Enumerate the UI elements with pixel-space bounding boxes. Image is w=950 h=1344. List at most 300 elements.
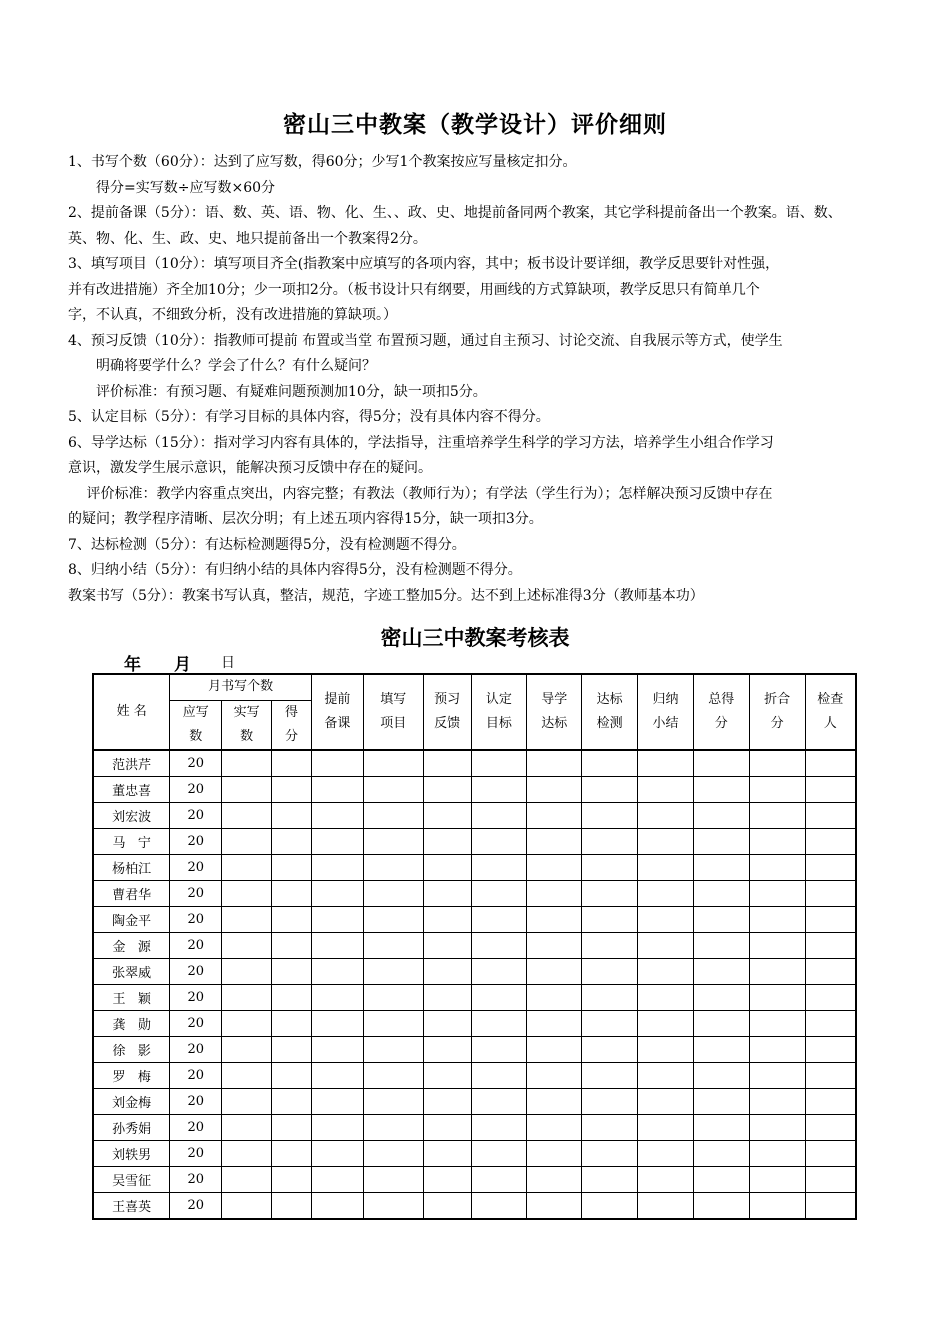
empty-cell[interactable] bbox=[471, 777, 527, 803]
empty-cell[interactable] bbox=[749, 855, 805, 881]
empty-cell[interactable] bbox=[693, 855, 749, 881]
teacher-name: 刘轶男 bbox=[93, 1141, 170, 1167]
should-write-count: 20 bbox=[170, 907, 222, 933]
empty-cell[interactable] bbox=[638, 933, 694, 959]
empty-cell[interactable] bbox=[749, 1063, 805, 1089]
empty-cell[interactable] bbox=[471, 1141, 527, 1167]
empty-cell[interactable] bbox=[749, 1115, 805, 1141]
empty-cell[interactable] bbox=[582, 1115, 638, 1141]
header-summary: 归纳 小结 bbox=[638, 674, 694, 750]
teacher-name: 董忠喜 bbox=[93, 777, 170, 803]
should-write-count: 20 bbox=[170, 1141, 222, 1167]
empty-cell[interactable] bbox=[471, 933, 527, 959]
empty-cell[interactable] bbox=[749, 803, 805, 829]
table-row bbox=[93, 1141, 856, 1167]
rule-line: 英、物、化、生、政、史、地只提前备出一个教案得2分。 bbox=[68, 230, 427, 247]
empty-cell[interactable] bbox=[749, 907, 805, 933]
empty-cell[interactable] bbox=[527, 1037, 582, 1063]
empty-cell[interactable] bbox=[272, 803, 312, 829]
empty-cell[interactable] bbox=[527, 1063, 582, 1089]
empty-cell[interactable] bbox=[423, 985, 471, 1011]
rule-line: 的疑问；教学程序清晰、层次分明；有上述五项内容得15分，缺一项扣3分。 bbox=[68, 511, 543, 527]
empty-cell[interactable] bbox=[638, 881, 694, 907]
empty-cell[interactable] bbox=[582, 1063, 638, 1089]
empty-cell[interactable] bbox=[363, 1063, 423, 1089]
empty-cell[interactable] bbox=[805, 1011, 856, 1037]
should-write-count: 20 bbox=[170, 1037, 222, 1063]
empty-cell[interactable] bbox=[363, 1011, 423, 1037]
empty-cell[interactable] bbox=[471, 1037, 527, 1063]
empty-cell[interactable] bbox=[272, 959, 312, 985]
empty-cell[interactable] bbox=[423, 855, 471, 881]
empty-cell[interactable] bbox=[471, 1193, 527, 1220]
empty-cell[interactable] bbox=[272, 907, 312, 933]
empty-cell[interactable] bbox=[311, 803, 363, 829]
empty-cell[interactable] bbox=[693, 803, 749, 829]
empty-cell[interactable] bbox=[693, 750, 749, 777]
empty-cell[interactable] bbox=[471, 1063, 527, 1089]
teacher-name: 王 颖 bbox=[93, 985, 170, 1011]
should-write-count: 20 bbox=[170, 777, 222, 803]
empty-cell[interactable] bbox=[527, 1115, 582, 1141]
header-fill-items: 填写 项目 bbox=[363, 674, 423, 750]
table-row bbox=[93, 907, 856, 933]
empty-cell[interactable] bbox=[749, 1037, 805, 1063]
empty-cell[interactable] bbox=[805, 1193, 856, 1220]
empty-cell[interactable] bbox=[311, 1011, 363, 1037]
header-group-monthly-count: 月书写个数 bbox=[170, 674, 312, 700]
empty-cell[interactable] bbox=[423, 1193, 471, 1220]
empty-cell[interactable] bbox=[582, 829, 638, 855]
rule-line: 评价标准：教学内容重点突出，内容完整；有教法（教师行为）；有学法（学生行为）；怎样解决预习反馈中存在 bbox=[68, 485, 773, 502]
empty-cell[interactable] bbox=[693, 777, 749, 803]
empty-cell[interactable] bbox=[311, 959, 363, 985]
empty-cell[interactable] bbox=[222, 1089, 272, 1115]
empty-cell[interactable] bbox=[527, 855, 582, 881]
empty-cell[interactable] bbox=[363, 985, 423, 1011]
table-row bbox=[93, 803, 856, 829]
header-inspector: 检查 人 bbox=[805, 674, 856, 750]
header-should-write: 应写 数 bbox=[170, 700, 222, 750]
rule-line: 8、归纳小结（5分）：有归纳小结的具体内容得5分，没有检测题不得分。 bbox=[68, 562, 522, 578]
empty-cell[interactable] bbox=[423, 1115, 471, 1141]
empty-cell[interactable] bbox=[582, 907, 638, 933]
empty-cell[interactable] bbox=[638, 1063, 694, 1089]
empty-cell[interactable] bbox=[471, 985, 527, 1011]
empty-cell[interactable] bbox=[749, 750, 805, 777]
empty-cell[interactable] bbox=[582, 1141, 638, 1167]
empty-cell[interactable] bbox=[638, 1089, 694, 1115]
empty-cell[interactable] bbox=[363, 750, 423, 777]
teacher-name: 徐 影 bbox=[93, 1037, 170, 1063]
table-title: 密山三中教案考核表 bbox=[380, 626, 570, 650]
empty-cell[interactable] bbox=[272, 1063, 312, 1089]
empty-cell[interactable] bbox=[272, 881, 312, 907]
empty-cell[interactable] bbox=[527, 803, 582, 829]
table-row bbox=[93, 1115, 856, 1141]
header-actual-write: 实写 数 bbox=[222, 700, 272, 750]
empty-cell[interactable] bbox=[272, 1141, 312, 1167]
page-title: 密山三中教案（教学设计）评价细则 bbox=[283, 112, 667, 138]
empty-cell[interactable] bbox=[222, 829, 272, 855]
should-write-count: 20 bbox=[170, 1089, 222, 1115]
should-write-count: 20 bbox=[170, 1115, 222, 1141]
empty-cell[interactable] bbox=[222, 1037, 272, 1063]
empty-cell[interactable] bbox=[311, 1089, 363, 1115]
empty-cell[interactable] bbox=[582, 777, 638, 803]
empty-cell[interactable] bbox=[693, 1089, 749, 1115]
empty-cell[interactable] bbox=[311, 907, 363, 933]
table-row bbox=[93, 985, 856, 1011]
table-row bbox=[93, 959, 856, 985]
table-row bbox=[93, 933, 856, 959]
empty-cell[interactable] bbox=[749, 881, 805, 907]
empty-cell[interactable] bbox=[423, 1063, 471, 1089]
empty-cell[interactable] bbox=[805, 985, 856, 1011]
empty-cell[interactable] bbox=[693, 1037, 749, 1063]
empty-cell[interactable] bbox=[582, 1089, 638, 1115]
empty-cell[interactable] bbox=[471, 1115, 527, 1141]
empty-cell[interactable] bbox=[638, 1167, 694, 1193]
empty-cell[interactable] bbox=[272, 933, 312, 959]
teacher-name: 曹君华 bbox=[93, 881, 170, 907]
rule-line: 5、认定目标（5分）：有学习目标的具体内容，得5分；没有具体内容不得分。 bbox=[68, 409, 550, 425]
empty-cell[interactable] bbox=[272, 829, 312, 855]
empty-cell[interactable] bbox=[311, 1141, 363, 1167]
table-row bbox=[93, 881, 856, 907]
header-guided-learning: 导学 达标 bbox=[527, 674, 582, 750]
empty-cell[interactable] bbox=[272, 1193, 312, 1220]
empty-cell[interactable] bbox=[582, 803, 638, 829]
month-label: 月 bbox=[174, 655, 191, 675]
empty-cell[interactable] bbox=[423, 881, 471, 907]
empty-cell[interactable] bbox=[582, 855, 638, 881]
header-score: 得 分 bbox=[272, 700, 312, 750]
empty-cell[interactable] bbox=[311, 1193, 363, 1220]
empty-cell[interactable] bbox=[423, 829, 471, 855]
empty-cell[interactable] bbox=[805, 907, 856, 933]
empty-cell[interactable] bbox=[272, 855, 312, 881]
empty-cell[interactable] bbox=[805, 1089, 856, 1115]
rule-line: 3、填写项目（10分）：填写项目齐全(指教案中应填写的各项内容，其中；板书设计要详细，教学反思要针对性强， bbox=[68, 256, 780, 272]
empty-cell[interactable] bbox=[527, 1011, 582, 1037]
empty-cell[interactable] bbox=[471, 1089, 527, 1115]
teacher-name: 范洪芹 bbox=[93, 750, 170, 777]
should-write-count: 20 bbox=[170, 750, 222, 777]
empty-cell[interactable] bbox=[582, 750, 638, 777]
empty-cell[interactable] bbox=[363, 1037, 423, 1063]
year-label: 年 bbox=[124, 655, 141, 675]
empty-cell[interactable] bbox=[311, 1063, 363, 1089]
rule-line: 得分=实写数÷应写数×60分 bbox=[68, 179, 276, 196]
empty-cell[interactable] bbox=[311, 855, 363, 881]
empty-cell[interactable] bbox=[222, 985, 272, 1011]
teacher-name: 吴雪征 bbox=[93, 1167, 170, 1193]
empty-cell[interactable] bbox=[222, 959, 272, 985]
empty-cell[interactable] bbox=[311, 1167, 363, 1193]
empty-cell[interactable] bbox=[582, 959, 638, 985]
empty-cell[interactable] bbox=[749, 985, 805, 1011]
table-row bbox=[93, 1089, 856, 1115]
empty-cell[interactable] bbox=[582, 985, 638, 1011]
empty-cell[interactable] bbox=[805, 1115, 856, 1141]
empty-cell[interactable] bbox=[638, 959, 694, 985]
empty-cell[interactable] bbox=[311, 829, 363, 855]
empty-cell[interactable] bbox=[311, 881, 363, 907]
empty-cell[interactable] bbox=[749, 1167, 805, 1193]
empty-cell[interactable] bbox=[638, 1141, 694, 1167]
empty-cell[interactable] bbox=[527, 1167, 582, 1193]
empty-cell[interactable] bbox=[272, 777, 312, 803]
header-converted-score: 折合 分 bbox=[749, 674, 805, 750]
empty-cell[interactable] bbox=[471, 750, 527, 777]
empty-cell[interactable] bbox=[638, 1115, 694, 1141]
empty-cell[interactable] bbox=[363, 933, 423, 959]
empty-cell[interactable] bbox=[423, 933, 471, 959]
should-write-count: 20 bbox=[170, 1167, 222, 1193]
empty-cell[interactable] bbox=[527, 777, 582, 803]
empty-cell[interactable] bbox=[363, 1141, 423, 1167]
empty-cell[interactable] bbox=[222, 803, 272, 829]
empty-cell[interactable] bbox=[423, 1037, 471, 1063]
table-row bbox=[93, 1167, 856, 1193]
rule-line: 4、预习反馈（10分）：指教师可提前 布置或当堂 布置预习题，通过自主预习、讨论交流、自我展示等方式，使学生 bbox=[68, 332, 783, 349]
empty-cell[interactable] bbox=[471, 1011, 527, 1037]
empty-cell[interactable] bbox=[222, 750, 272, 777]
empty-cell[interactable] bbox=[805, 881, 856, 907]
empty-cell[interactable] bbox=[638, 855, 694, 881]
empty-cell[interactable] bbox=[638, 1193, 694, 1220]
empty-cell[interactable] bbox=[423, 1089, 471, 1115]
empty-cell[interactable] bbox=[423, 1167, 471, 1193]
table-body bbox=[93, 750, 856, 1219]
empty-cell[interactable] bbox=[363, 803, 423, 829]
teacher-name: 罗 梅 bbox=[93, 1063, 170, 1089]
empty-cell[interactable] bbox=[693, 881, 749, 907]
empty-cell[interactable] bbox=[693, 985, 749, 1011]
empty-cell[interactable] bbox=[693, 1167, 749, 1193]
should-write-count: 20 bbox=[170, 1193, 222, 1220]
empty-cell[interactable] bbox=[311, 1037, 363, 1063]
empty-cell[interactable] bbox=[222, 1063, 272, 1089]
empty-cell[interactable] bbox=[805, 1063, 856, 1089]
empty-cell[interactable] bbox=[805, 803, 856, 829]
header-set-goals: 认定 目标 bbox=[471, 674, 527, 750]
empty-cell[interactable] bbox=[471, 1167, 527, 1193]
empty-cell[interactable] bbox=[222, 777, 272, 803]
empty-cell[interactable] bbox=[638, 750, 694, 777]
empty-cell[interactable] bbox=[693, 1141, 749, 1167]
empty-cell[interactable] bbox=[527, 1193, 582, 1220]
empty-cell[interactable] bbox=[363, 907, 423, 933]
empty-cell[interactable] bbox=[471, 959, 527, 985]
empty-cell[interactable] bbox=[805, 750, 856, 777]
teacher-name: 龚 勋 bbox=[93, 1011, 170, 1037]
empty-cell[interactable] bbox=[693, 1115, 749, 1141]
empty-cell[interactable] bbox=[363, 777, 423, 803]
empty-cell[interactable] bbox=[363, 959, 423, 985]
empty-cell[interactable] bbox=[311, 777, 363, 803]
empty-cell[interactable] bbox=[471, 881, 527, 907]
teacher-name: 刘金梅 bbox=[93, 1089, 170, 1115]
empty-cell[interactable] bbox=[749, 933, 805, 959]
rule-line: 意识，激发学生展示意识，能解决预习反馈中存在的疑问。 bbox=[68, 460, 432, 476]
empty-cell[interactable] bbox=[423, 750, 471, 777]
empty-cell[interactable] bbox=[749, 1089, 805, 1115]
empty-cell[interactable] bbox=[693, 959, 749, 985]
rule-line: 并有改进措施）齐全加10分；少一项扣2分。（板书设计只有纲要，用画线的方式算缺项，教学反思只有简单几个 bbox=[68, 281, 760, 298]
empty-cell[interactable] bbox=[638, 1037, 694, 1063]
rule-line: 教案书写（5分）：教案书写认真，整洁，规范，字迹工整加5分。达不到上述标准得3分（教师基本功） bbox=[68, 587, 704, 604]
empty-cell[interactable] bbox=[582, 1167, 638, 1193]
empty-cell[interactable] bbox=[693, 829, 749, 855]
empty-cell[interactable] bbox=[363, 1167, 423, 1193]
empty-cell[interactable] bbox=[272, 750, 312, 777]
assessment-table bbox=[92, 673, 857, 1220]
empty-cell[interactable] bbox=[638, 1011, 694, 1037]
empty-cell[interactable] bbox=[272, 1037, 312, 1063]
empty-cell[interactable] bbox=[272, 1089, 312, 1115]
rule-line: 评价标准：有预习题、有疑难问题预测加10分，缺一项扣5分。 bbox=[68, 383, 487, 400]
empty-cell[interactable] bbox=[423, 803, 471, 829]
should-write-count: 20 bbox=[170, 985, 222, 1011]
empty-cell[interactable] bbox=[222, 881, 272, 907]
empty-cell[interactable] bbox=[222, 907, 272, 933]
empty-cell[interactable] bbox=[423, 959, 471, 985]
header-preview-feedback: 预习 反馈 bbox=[423, 674, 471, 750]
should-write-count: 20 bbox=[170, 959, 222, 985]
empty-cell[interactable] bbox=[423, 1011, 471, 1037]
empty-cell[interactable] bbox=[222, 1193, 272, 1220]
empty-cell[interactable] bbox=[693, 1011, 749, 1037]
empty-cell[interactable] bbox=[471, 803, 527, 829]
empty-cell[interactable] bbox=[805, 1037, 856, 1063]
empty-cell[interactable] bbox=[311, 933, 363, 959]
rule-line: 7、达标检测（5分）：有达标检测题得5分，没有检测题不得分。 bbox=[68, 536, 466, 553]
table-row bbox=[93, 750, 856, 777]
empty-cell[interactable] bbox=[527, 750, 582, 777]
empty-cell[interactable] bbox=[527, 1141, 582, 1167]
empty-cell[interactable] bbox=[222, 933, 272, 959]
empty-cell[interactable] bbox=[638, 803, 694, 829]
empty-cell[interactable] bbox=[272, 1115, 312, 1141]
teacher-name: 王喜英 bbox=[93, 1193, 170, 1220]
teacher-name: 张翠威 bbox=[93, 959, 170, 985]
empty-cell[interactable] bbox=[471, 855, 527, 881]
should-write-count: 20 bbox=[170, 881, 222, 907]
empty-cell[interactable] bbox=[363, 1115, 423, 1141]
empty-cell[interactable] bbox=[638, 907, 694, 933]
empty-cell[interactable] bbox=[272, 985, 312, 1011]
empty-cell[interactable] bbox=[693, 1063, 749, 1089]
empty-cell[interactable] bbox=[582, 933, 638, 959]
empty-cell[interactable] bbox=[363, 829, 423, 855]
empty-cell[interactable] bbox=[749, 1193, 805, 1220]
empty-cell[interactable] bbox=[805, 855, 856, 881]
should-write-count: 20 bbox=[170, 1011, 222, 1037]
empty-cell[interactable] bbox=[749, 1011, 805, 1037]
empty-cell[interactable] bbox=[527, 829, 582, 855]
empty-cell[interactable] bbox=[805, 959, 856, 985]
empty-cell[interactable] bbox=[423, 777, 471, 803]
empty-cell[interactable] bbox=[423, 1141, 471, 1167]
header-prep-ahead: 提前 备课 bbox=[311, 674, 363, 750]
empty-cell[interactable] bbox=[582, 1037, 638, 1063]
empty-cell[interactable] bbox=[805, 1141, 856, 1167]
empty-cell[interactable] bbox=[527, 985, 582, 1011]
empty-cell[interactable] bbox=[749, 777, 805, 803]
table-row bbox=[93, 1011, 856, 1037]
empty-cell[interactable] bbox=[363, 855, 423, 881]
should-write-count: 20 bbox=[170, 855, 222, 881]
empty-cell[interactable] bbox=[222, 855, 272, 881]
empty-cell[interactable] bbox=[638, 985, 694, 1011]
empty-cell[interactable] bbox=[311, 1115, 363, 1141]
header-name: 姓 名 bbox=[93, 674, 170, 750]
empty-cell[interactable] bbox=[527, 959, 582, 985]
table-row bbox=[93, 777, 856, 803]
empty-cell[interactable] bbox=[693, 1193, 749, 1220]
should-write-count: 20 bbox=[170, 803, 222, 829]
empty-cell[interactable] bbox=[423, 907, 471, 933]
empty-cell[interactable] bbox=[638, 829, 694, 855]
day-label: 日 bbox=[221, 655, 235, 671]
empty-cell[interactable] bbox=[805, 777, 856, 803]
empty-cell[interactable] bbox=[805, 1167, 856, 1193]
empty-cell[interactable] bbox=[311, 985, 363, 1011]
should-write-count: 20 bbox=[170, 829, 222, 855]
empty-cell[interactable] bbox=[363, 881, 423, 907]
empty-cell[interactable] bbox=[222, 1141, 272, 1167]
empty-cell[interactable] bbox=[582, 1193, 638, 1220]
empty-cell[interactable] bbox=[638, 777, 694, 803]
empty-cell[interactable] bbox=[749, 959, 805, 985]
empty-cell[interactable] bbox=[363, 1193, 423, 1220]
table-row bbox=[93, 829, 856, 855]
header-standard-test: 达标 检测 bbox=[582, 674, 638, 750]
empty-cell[interactable] bbox=[222, 1167, 272, 1193]
empty-cell[interactable] bbox=[311, 750, 363, 777]
empty-cell[interactable] bbox=[527, 881, 582, 907]
empty-cell[interactable] bbox=[222, 1011, 272, 1037]
rule-line: 2、提前备课（5分）：语、数、英、语、物、化、生、、政、史、地提前备同两个教案，其它学科提前备出一个教案。语、数、 bbox=[68, 205, 842, 221]
empty-cell[interactable] bbox=[749, 1141, 805, 1167]
teacher-name: 陶金平 bbox=[93, 907, 170, 933]
rule-line: 1、书写个数（60分）：达到了应写数，得60分；少写1个教案按应写量核定扣分。 bbox=[68, 154, 577, 170]
empty-cell[interactable] bbox=[582, 1011, 638, 1037]
empty-cell[interactable] bbox=[527, 907, 582, 933]
empty-cell[interactable] bbox=[222, 1115, 272, 1141]
table-row bbox=[93, 1037, 856, 1063]
empty-cell[interactable] bbox=[805, 933, 856, 959]
should-write-count: 20 bbox=[170, 1063, 222, 1089]
rule-line: 字，不认真，不细致分析，没有改进措施的算缺项。） bbox=[68, 307, 397, 323]
teacher-name: 金 源 bbox=[93, 933, 170, 959]
empty-cell[interactable] bbox=[693, 907, 749, 933]
empty-cell[interactable] bbox=[805, 829, 856, 855]
empty-cell[interactable] bbox=[272, 1011, 312, 1037]
empty-cell[interactable] bbox=[272, 1167, 312, 1193]
empty-cell[interactable] bbox=[471, 829, 527, 855]
empty-cell[interactable] bbox=[693, 933, 749, 959]
empty-cell[interactable] bbox=[582, 881, 638, 907]
empty-cell[interactable] bbox=[527, 1089, 582, 1115]
empty-cell[interactable] bbox=[471, 907, 527, 933]
teacher-name: 马 宁 bbox=[93, 829, 170, 855]
empty-cell[interactable] bbox=[527, 933, 582, 959]
empty-cell[interactable] bbox=[749, 829, 805, 855]
empty-cell[interactable] bbox=[363, 1089, 423, 1115]
